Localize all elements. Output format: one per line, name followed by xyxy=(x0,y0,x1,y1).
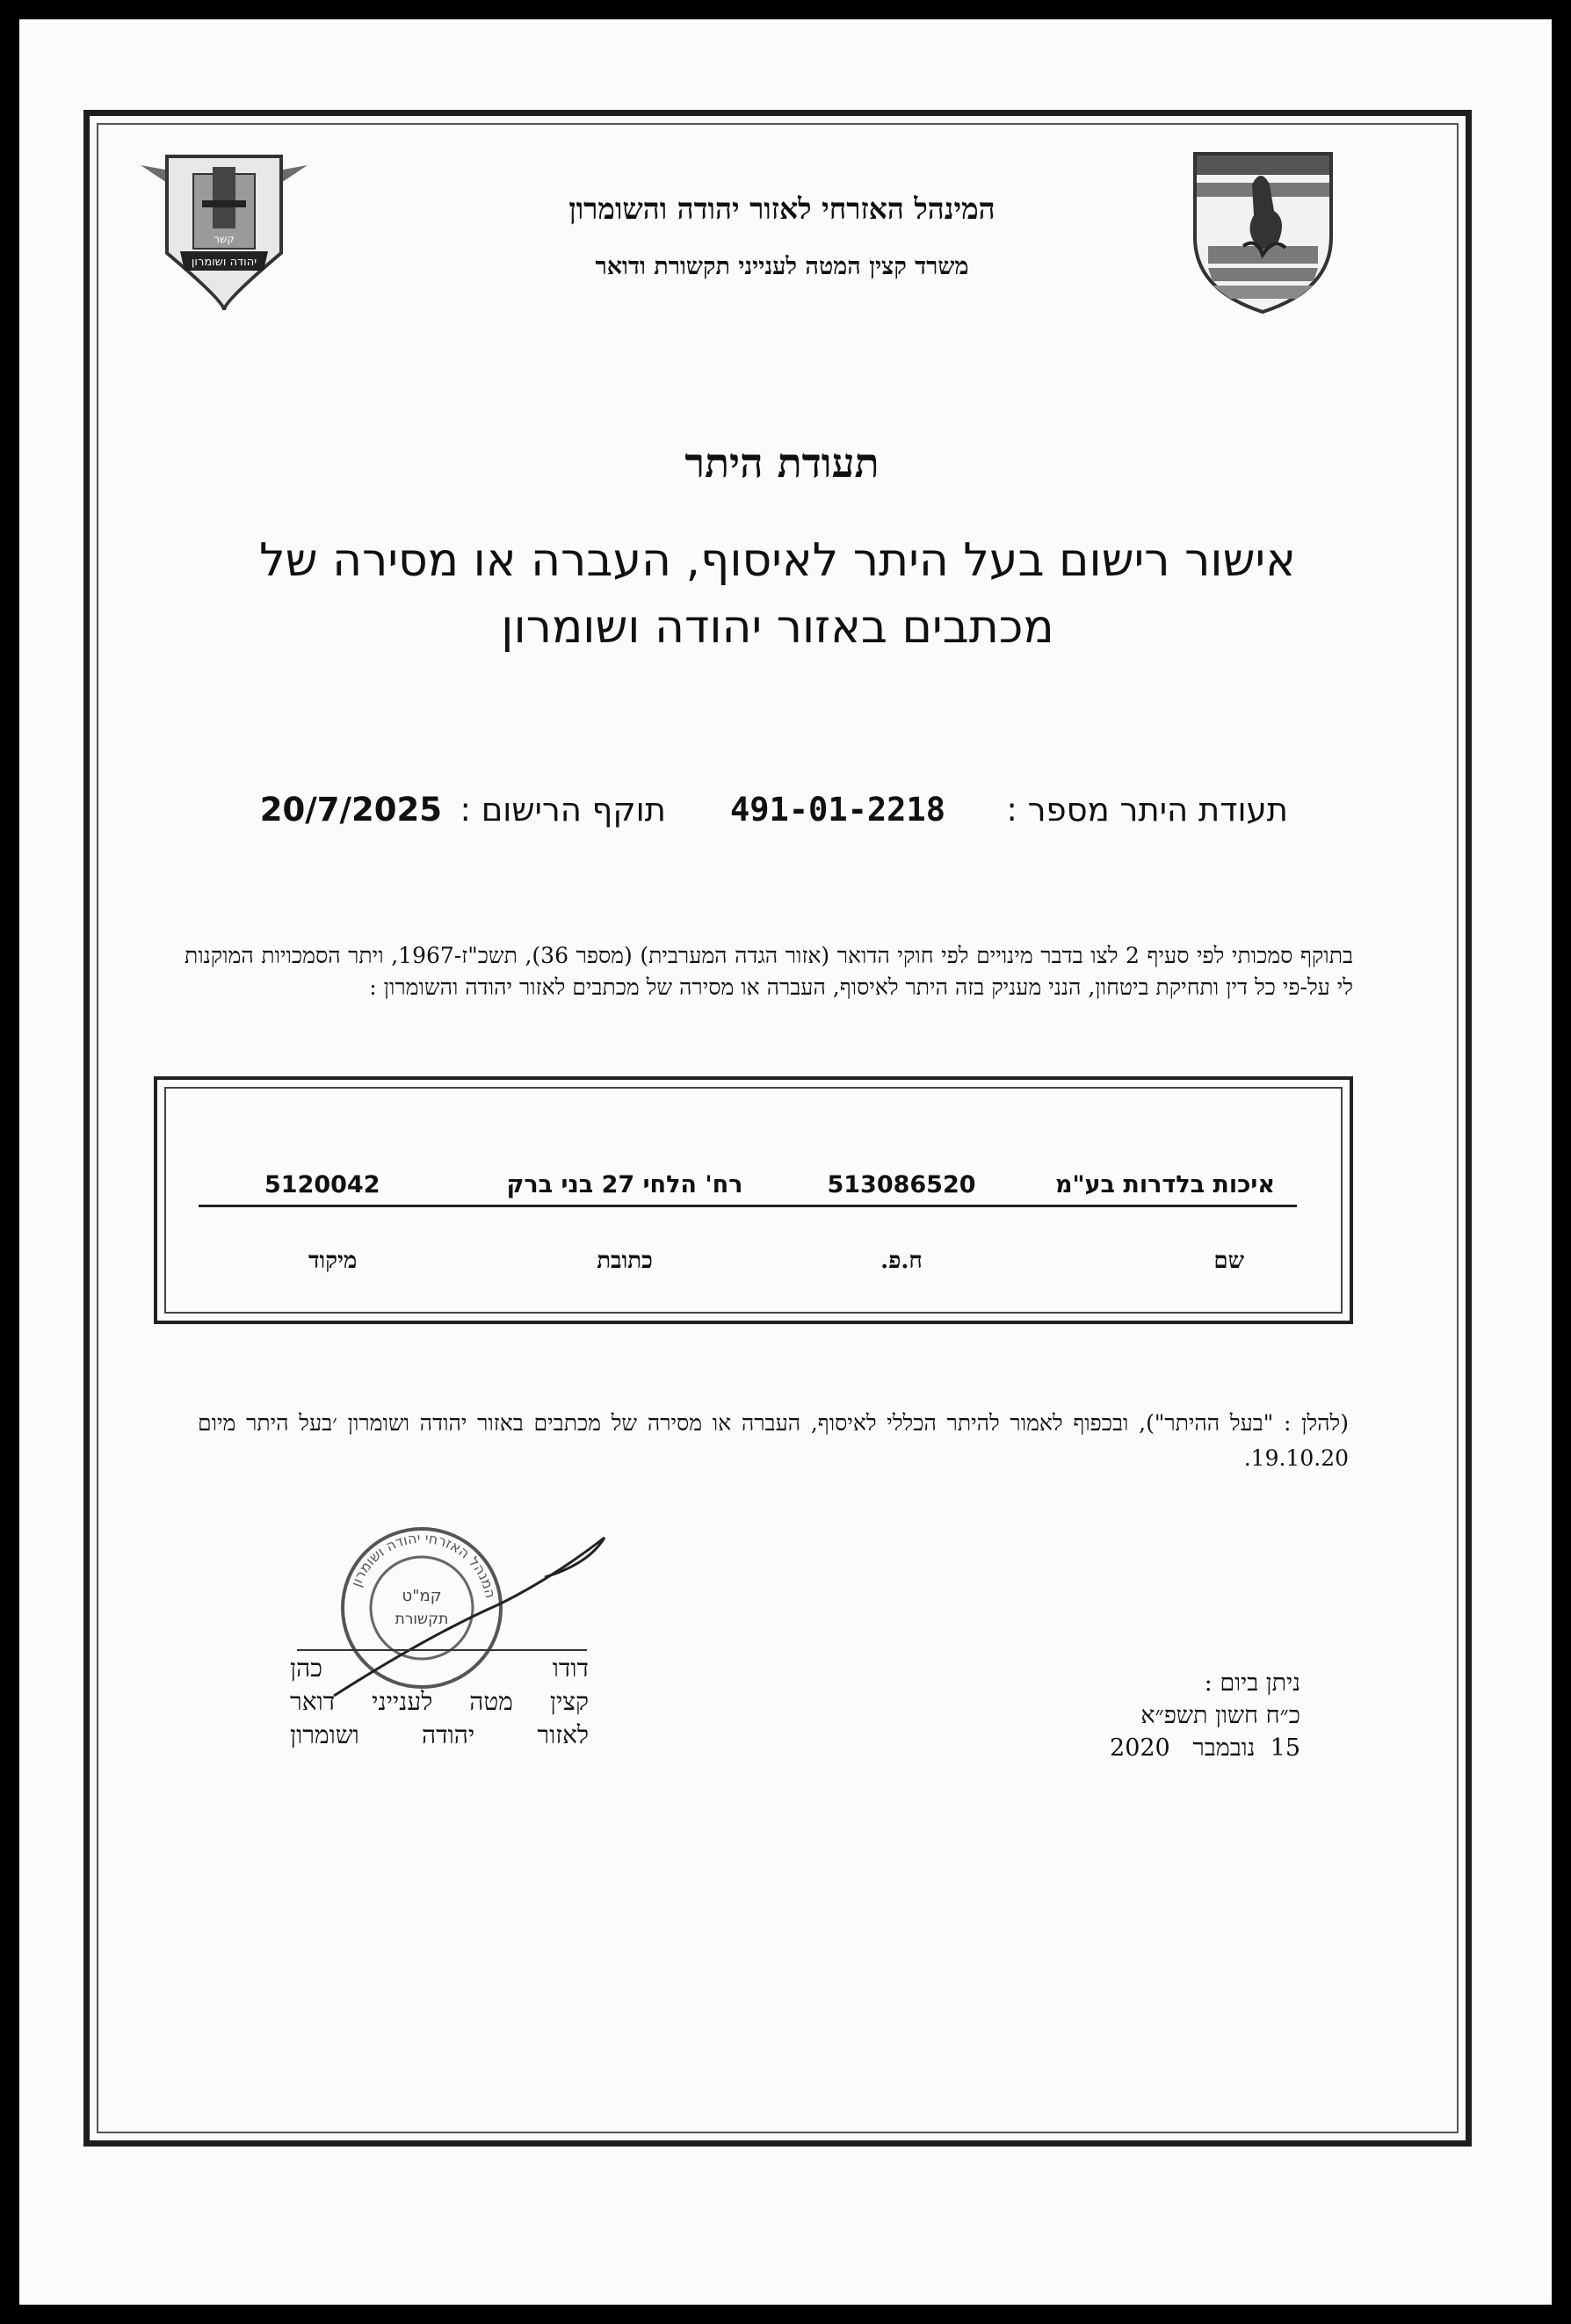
holder-name-field xyxy=(1033,1168,1297,1274)
office-name: משרד קצין המטה לענייני תקשורת ודואר xyxy=(595,253,969,280)
signatory-name-row xyxy=(290,1652,589,1685)
permit-number: 491-01-2218 xyxy=(729,791,945,829)
issue-date-block xyxy=(1019,1667,1300,1764)
validity-label: תוקף הרישום : xyxy=(460,791,666,829)
closing-paragraph: (להלן : "בעל ההיתר"), ובכפוף לאמור להיתר הכללי לאיסוף, העברה או מסירה של מכתבים באזור יהודה ושומרון ׳בעל היתר מיום 19.10.20. xyxy=(198,1410,1349,1471)
stamp-ring-text: המנהל האזרחי יהודה ושומרון xyxy=(347,1529,500,1600)
holder-zip-underline xyxy=(199,1205,480,1207)
stamp-center-line-2: תקשורת xyxy=(395,1611,449,1628)
signatory-title-row-2 xyxy=(290,1719,589,1752)
holder-zip-value: 5120042 xyxy=(264,1171,380,1198)
issue-hebrew-date: כ״ח חשון תשפ״א xyxy=(1140,1702,1300,1729)
permit-holder-box xyxy=(154,1076,1353,1324)
signatory-last-name: כהן xyxy=(290,1654,322,1683)
permit-number-label: תעודת היתר מספר : xyxy=(1006,791,1288,829)
signatory-title-word: דואר xyxy=(290,1687,336,1716)
emblem-left-banner-text: יהודה ושומרון xyxy=(191,256,257,269)
signatory-title-row-1 xyxy=(290,1685,589,1719)
issue-date-label: ניתן ביום : xyxy=(1204,1669,1300,1697)
signatory-first-name: דודו xyxy=(552,1654,589,1683)
holder-name-label: שם xyxy=(1213,1248,1244,1274)
signature-rule xyxy=(297,1649,587,1651)
holder-address-label: כתובת xyxy=(597,1248,653,1274)
subtitle-line-1: אישור רישום בעל היתר לאיסוף, העברה או מסירה של xyxy=(259,534,1296,587)
holder-zip-label: מיקוד xyxy=(308,1248,358,1274)
document-subtitle xyxy=(193,527,1362,661)
authorization-paragraph: בתוקף סמכותי לפי סעיף 2 לצו בדבר מינויים לפי חוקי הדואר (אזור הגדה המערבית) (מספר 36), תשכ"ז-1967, ויתר הסמכויות המוקנות לי על-פי כל דין ותחיקת ביטחון, הנני מעניק בזה היתר לאיסוף, העברה או מסירה של מכתבים לאזור יהודה והשומרון : xyxy=(185,943,1354,1000)
subtitle-line-2: מכתבים באזור יהודה ושומרון xyxy=(501,601,1054,654)
holder-address-field xyxy=(480,1168,770,1274)
holder-name-value: איכות בלדרות בע"מ xyxy=(1054,1171,1276,1198)
issue-day: 15 xyxy=(1270,1734,1300,1762)
issue-year: 2020 xyxy=(1110,1734,1170,1762)
holder-id-field xyxy=(770,1168,1033,1274)
holder-address-underline xyxy=(480,1205,770,1207)
signatory-title-word: קצין xyxy=(549,1687,589,1716)
signatory-title-word: ושומרון xyxy=(290,1720,359,1749)
issue-month: נובמבר xyxy=(1192,1734,1256,1762)
authority-name: המינהל האזרחי לאזור יהודה והשומרון xyxy=(568,192,995,226)
document-title: תעודת היתר xyxy=(684,439,880,487)
signatory-title-word: לאזור xyxy=(537,1720,589,1749)
holder-id-value: 513086520 xyxy=(827,1171,976,1198)
issue-gregorian-date xyxy=(1019,1732,1300,1764)
signatory-title-word: לענייני xyxy=(372,1687,433,1716)
communications-emblem-left xyxy=(141,148,308,315)
holder-name-underline xyxy=(1033,1205,1297,1207)
signatory-title-word: מטה xyxy=(469,1687,513,1716)
emblem-left-text: קשר xyxy=(214,233,235,245)
holder-zip-field xyxy=(199,1168,480,1274)
stamp-center-line-1: קמ"ט xyxy=(402,1587,442,1605)
signatory-title-word: יהודה xyxy=(422,1720,475,1749)
holder-address-value: רח' הלחי 27 בני ברק xyxy=(506,1171,743,1198)
holder-id-underline xyxy=(770,1205,1033,1207)
holder-id-label: ח.פ. xyxy=(880,1248,923,1274)
judea-samaria-emblem-right xyxy=(1191,149,1336,316)
signatory-block xyxy=(290,1652,589,1752)
validity-date: 20/7/2025 xyxy=(259,791,442,829)
